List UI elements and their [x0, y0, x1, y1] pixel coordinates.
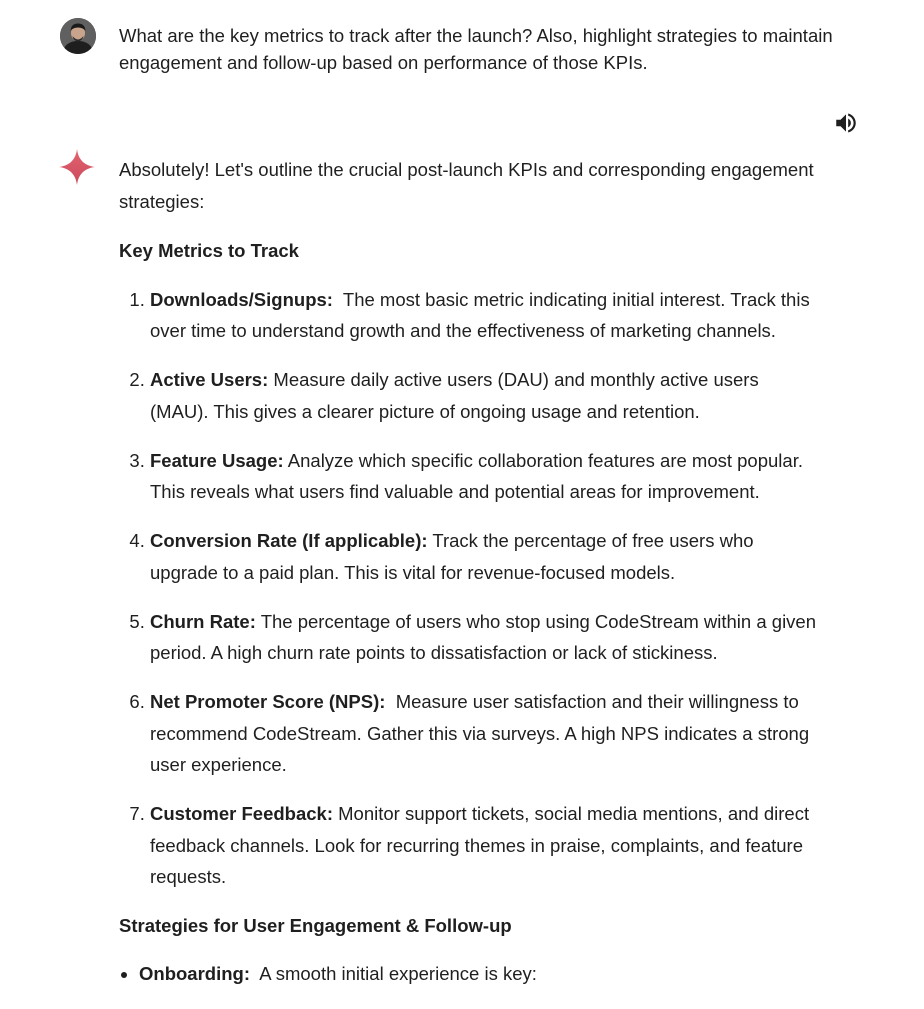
avatar-image	[60, 18, 96, 54]
response-intro: Absolutely! Let's outline the crucial post-launch KPIs and corresponding engagement strategies:	[119, 159, 814, 212]
metric-text: Measure daily active users (DAU) and monthly active users (MAU). This gives a clearer picture of ongoing usage and retention.	[150, 369, 759, 422]
metric-title: Conversion Rate (If applicable):	[150, 530, 428, 551]
metric-title: Customer Feedback:	[150, 803, 333, 824]
metric-text: The percentage of users who stop using CodeStream within a given period. A high churn rate points to dissatisfaction or lack of stickiness.	[150, 610, 817, 663]
metric-text: Analyze which specific collaboration features are most popular. This reveals what users find valuable and potential areas for improvement.	[150, 449, 803, 502]
assistant-response	[119, 154, 819, 990]
metrics-heading: Key Metrics to Track	[119, 240, 299, 261]
strategy-text: A smooth initial experience is key:	[259, 963, 537, 984]
metric-text: Monitor support tickets, social media mentions, and direct feedback channels. Look for recurring themes in praise, complaints, and feature requests.	[150, 803, 810, 887]
sparkle-icon	[58, 148, 96, 186]
metric-item	[150, 525, 819, 588]
metric-title: Net Promoter Score (NPS):	[150, 691, 386, 712]
strategies-list	[119, 958, 819, 990]
user-avatar[interactable]	[60, 18, 96, 54]
strategies-heading: Strategies for User Engagement & Follow-up	[119, 914, 512, 936]
metric-text: Measure user satisfaction and their willingness to recommend CodeStream. Gather this via surveys. A high NPS indicates a strong user experience.	[150, 691, 810, 775]
metric-item	[150, 798, 819, 893]
metrics-list	[119, 284, 819, 893]
metric-item	[150, 606, 819, 669]
strategy-item	[139, 958, 819, 990]
metric-text: Track the percentage of free users who upgrade to a paid plan. This is vital for revenue-focused models.	[150, 530, 754, 583]
metric-title: Active Users:	[150, 369, 269, 390]
strategy-title: Onboarding:	[139, 963, 250, 984]
metric-item	[150, 445, 819, 508]
speaker-icon[interactable]	[833, 110, 859, 136]
user-message	[0, 0, 924, 100]
metric-title: Downloads/Signups:	[150, 288, 333, 310]
metric-title: Churn Rate:	[150, 610, 256, 632]
metric-title: Feature Usage:	[150, 449, 284, 471]
metric-item	[150, 686, 819, 781]
metric-text: The most basic metric indicating initial interest. Track this over time to understand growth and the effectiveness of marketing channels.	[150, 288, 810, 341]
metric-item	[150, 364, 819, 427]
user-message-text: What are the key metrics to track after the launch? Also, highlight strategies to maintain engagement and follow-up based on performance of those KPIs.	[119, 25, 833, 73]
metric-item	[150, 284, 819, 347]
